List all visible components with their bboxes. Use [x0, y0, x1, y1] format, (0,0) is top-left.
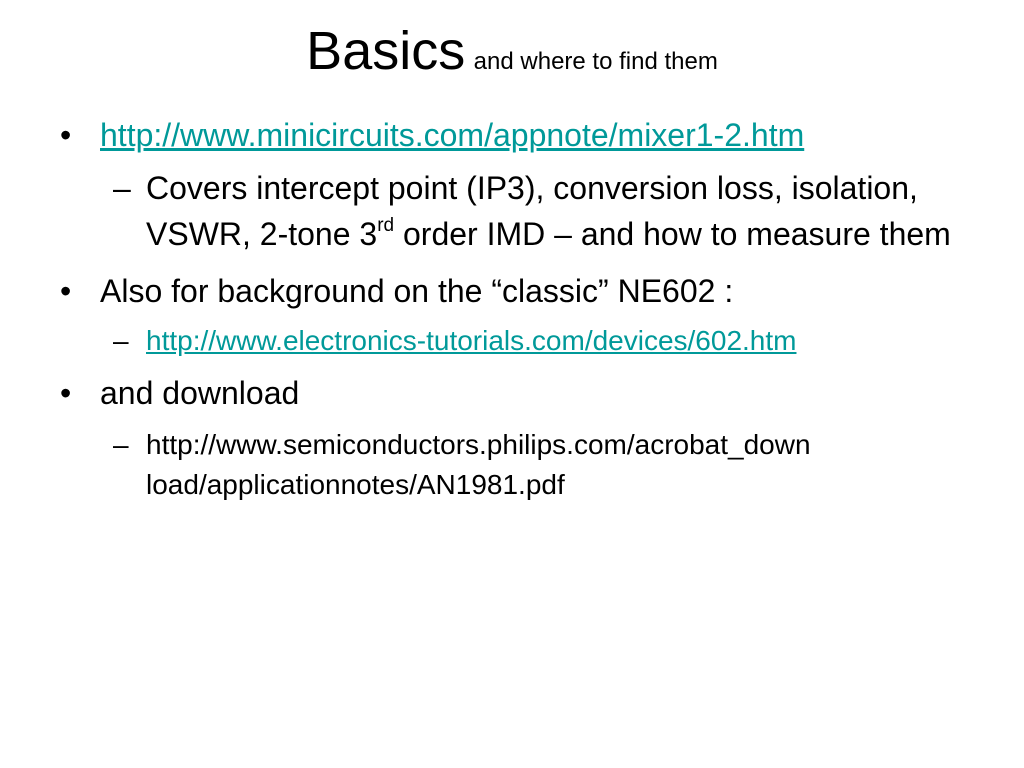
subitem-philips-pdf: [113, 425, 970, 505]
philips-url-line2: load/applicationnotes/AN1981.pdf: [146, 469, 565, 500]
title-main: Basics: [306, 21, 466, 81]
bullet-item-minicircuits: [60, 117, 970, 153]
subitem-covers-text-part2: order IMD – and how to measure them: [394, 216, 951, 252]
subitem-covers-text-part1: Covers intercept point (IP3), conversion loss, isolation, VSWR, 2-tone 3: [146, 170, 918, 252]
dash-icon: –: [113, 429, 129, 460]
subitem-electronics-tutorials: [113, 321, 970, 361]
bullet-item-ne602-text: Also for background on the “classic” NE602 :: [100, 273, 734, 309]
superscript-rd: rd: [377, 215, 395, 236]
bullet-icon: •: [60, 375, 72, 411]
bullet-icon: •: [60, 273, 72, 309]
philips-url-line1: http://www.semiconductors.philips.com/acrobat_down: [146, 429, 811, 460]
bullet-item-download-text: and download: [100, 375, 300, 411]
slide-title: [0, 21, 1024, 81]
dash-icon: –: [113, 325, 129, 356]
dash-icon: –: [113, 170, 131, 206]
bullet-list: [60, 117, 970, 505]
title-subtitle: and where to find them: [473, 48, 718, 75]
bullet-icon: •: [60, 117, 72, 153]
bullet-item-ne602: [60, 273, 970, 309]
bullet-item-download: [60, 375, 970, 411]
subitem-covers: [113, 165, 976, 257]
minicircuits-link[interactable]: http://www.minicircuits.com/appnote/mixer1-2.htm: [100, 117, 805, 153]
electronics-tutorials-link[interactable]: http://www.electronics-tutorials.com/devices/602.htm: [146, 325, 797, 356]
